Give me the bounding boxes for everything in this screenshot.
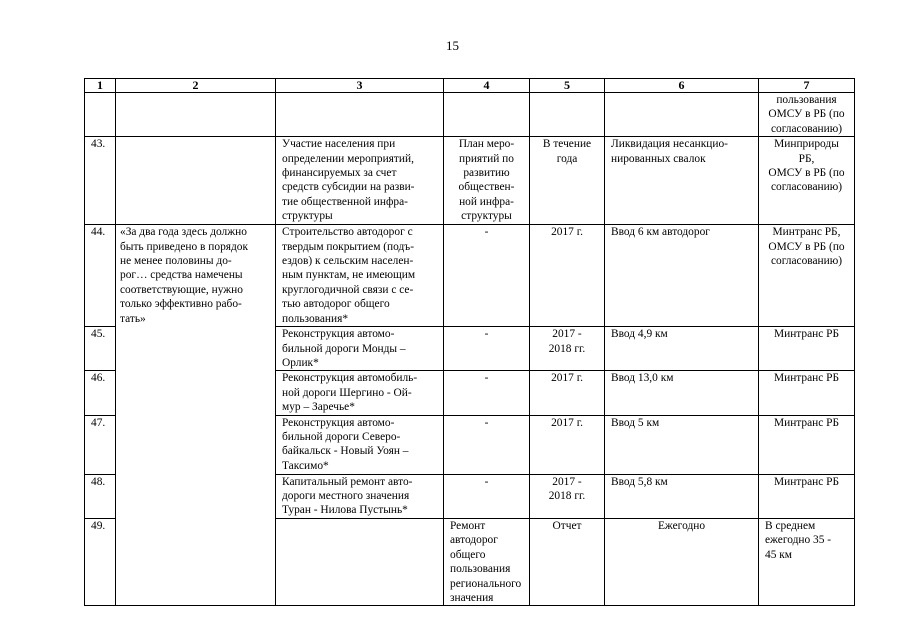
page-number: 15 [446, 38, 459, 53]
table-row [85, 137, 855, 225]
row-number: 47. [85, 415, 116, 474]
document-cell: - [444, 327, 530, 371]
row-number: 43. [85, 137, 116, 225]
result-cell: Ввод 13,0 км [605, 371, 759, 415]
deadline-cell: 2017 г. [530, 371, 605, 415]
row-number: 49. [85, 518, 116, 605]
measure-cell: Капитальный ремонт авто- дороги местного значения Туран - Нилова Пустынь* [276, 474, 444, 518]
measures-table [84, 78, 855, 606]
responsible-cell: Минтранс РБ [759, 415, 855, 474]
measure-cell: Ремонт автодорог общего пользования регионального значения [444, 518, 530, 605]
continuation-row [85, 93, 855, 137]
header-col-4: 4 [444, 79, 530, 93]
cont-col4 [444, 93, 530, 137]
header-col-1: 1 [85, 79, 116, 93]
measure-cell: Реконструкция автомо- бильной дороги Монды – Орлик* [276, 327, 444, 371]
header-col-3: 3 [276, 79, 444, 93]
deadline-cell: 2017 - 2018 гг. [530, 327, 605, 371]
cont-col6 [605, 93, 759, 137]
cont-num [85, 93, 116, 137]
header-col-5: 5 [530, 79, 605, 93]
row-number: 46. [85, 371, 116, 415]
result-cell: Ввод 5,8 км [605, 474, 759, 518]
cont-col2 [116, 93, 276, 137]
document-cell: - [444, 371, 530, 415]
result-cell: В среднем ежегодно 35 - 45 км [759, 518, 855, 605]
measure-cell: Участие населения при определении мероприятий, финансируемых за счет средств субсидии на разви- тие общественной инфра- структуры [276, 137, 444, 225]
responsible-cell: Минтранс РБ, ОМСУ в РБ (по согласованию) [759, 225, 855, 327]
cont-col3 [276, 93, 444, 137]
document-cell: - [444, 474, 530, 518]
responsible-cell: Минтранс РБ [759, 474, 855, 518]
cont-col5 [530, 93, 605, 137]
header-col-7: 7 [759, 79, 855, 93]
header-col-6: 6 [605, 79, 759, 93]
result-cell: Ликвидация несанкцио- нированных свалок [605, 137, 759, 225]
row-number: 48. [85, 474, 116, 518]
table-row [85, 225, 855, 327]
row-col2-empty [276, 518, 444, 605]
responsible-cell: Минприроды РБ, ОМСУ в РБ (по согласованию) [759, 137, 855, 225]
document-cell: План меро- приятий по развитию обществен- ной инфра- структуры [444, 137, 530, 225]
deadline-cell: 2017 г. [530, 225, 605, 327]
measure-cell: Строительство автодорог с твердым покрытием (подъ- ездов) к сельским населен- ным пунктам, не имеющим круглогодичной связи с се- тью автодорог общего пользования* [276, 225, 444, 327]
result-cell: Ввод 6 км автодорог [605, 225, 759, 327]
document-cell: - [444, 415, 530, 474]
responsible-cell: Минтранс РБ [759, 371, 855, 415]
deadline-cell: Ежегодно [605, 518, 759, 605]
deadline-cell: 2017 г. [530, 415, 605, 474]
deadline-cell: 2017 - 2018 гг. [530, 474, 605, 518]
row-number: 45. [85, 327, 116, 371]
responsible-cell: Минтранс РБ [759, 327, 855, 371]
document-cell: - [444, 225, 530, 327]
header-row [85, 79, 855, 93]
row-number: 44. [85, 225, 116, 327]
measure-cell: Реконструкция автомо- бильной дороги Северо- байкальск - Новый Уоян – Таксимо* [276, 415, 444, 474]
quote-cell: «За два года здесь должно быть приведено в порядок не менее половины до- рог… средства намечены соответствующие, нужно только эффективно рабо- тать» [116, 225, 276, 606]
result-cell: Ввод 5 км [605, 415, 759, 474]
row-col2-empty [116, 137, 276, 225]
measure-cell: Реконструкция автомобиль- ной дороги Шергино - Ой- мур – Заречье* [276, 371, 444, 415]
cont-col7: пользования ОМСУ в РБ (по согласованию) [759, 93, 855, 137]
result-cell: Ввод 4,9 км [605, 327, 759, 371]
header-col-2: 2 [116, 79, 276, 93]
deadline-cell: В течение года [530, 137, 605, 225]
document-cell: Отчет [530, 518, 605, 605]
